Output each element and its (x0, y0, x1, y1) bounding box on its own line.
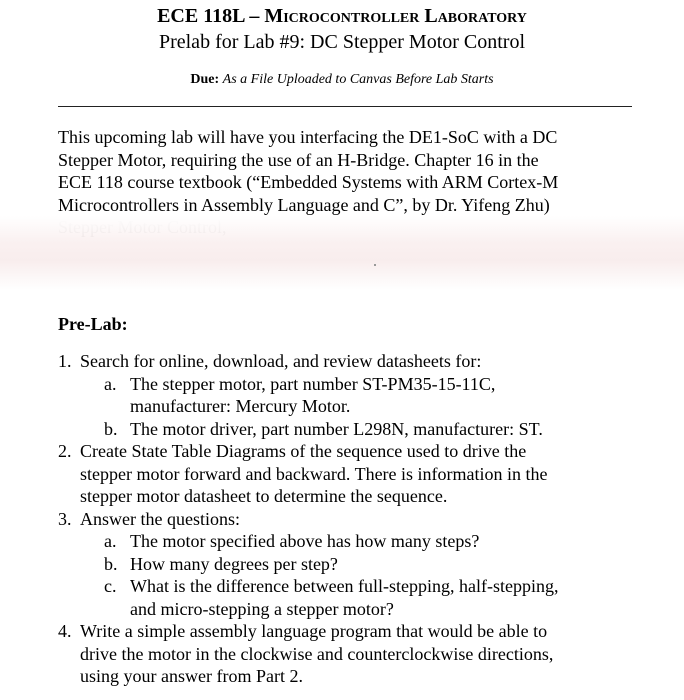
list-item (58, 508, 658, 621)
sub-item-text: The motor specified above has how many steps? (130, 531, 480, 551)
intro-line: Stepper Motor, requiring the use of an H-Bridge. Chapter 16 in the (58, 149, 539, 170)
prelab-list (58, 350, 658, 688)
item-text: Create State Table Diagrams of the sequence used to drive the (80, 441, 527, 461)
list-item (58, 620, 658, 688)
course-code: ECE 118L – (157, 5, 260, 27)
sub-item (80, 553, 658, 576)
item-text: Write a simple assembly language program that would be able to (80, 621, 548, 641)
sub-item-letter: c. (104, 576, 117, 596)
header-divider (58, 106, 632, 107)
sub-item (80, 418, 658, 441)
prelab-heading: Pre-Lab: (58, 314, 128, 334)
item-number: 2. (58, 441, 72, 461)
document-subtitle: Prelab for Lab #9: DC Stepper Motor Control (158, 31, 526, 53)
item-text: stepper motor forward and backward. There is information in the (80, 463, 548, 484)
intro-line: This upcoming lab will have you interfacing the DE1-SoC with a DC (58, 127, 558, 147)
sub-item-letter: a. (104, 531, 117, 551)
intro-line: ECE 118 course textbook (“Embedded Systems with ARM Cortex-M (58, 172, 559, 192)
sub-item-text: and micro-stepping a stepper motor? (130, 598, 394, 619)
item-number: 3. (58, 508, 72, 529)
item-text: drive the motor in the clockwise and counterclockwise directions, (80, 643, 554, 664)
sub-item-text: The stepper motor, part number ST-PM35-15-11C, (130, 373, 496, 394)
obscured-mark (374, 264, 376, 266)
sub-item-text: The motor driver, part number L298N, manufacturer: ST. (130, 418, 543, 439)
list-item (58, 440, 658, 508)
sub-item-letter: b. (104, 553, 118, 574)
sub-item-text: How many degrees per step? (130, 553, 338, 574)
document-title (0, 4, 684, 28)
item-number: 1. (58, 351, 72, 371)
sub-item (80, 575, 658, 620)
item-text: Search for online, download, and review datasheets for: (80, 351, 482, 371)
sub-item-text: What is the difference between full-stepping, half-stepping, (130, 576, 559, 596)
sub-item-letter: b. (104, 418, 118, 439)
sub-item (80, 530, 658, 553)
item-text: using your answer from Part 2. (80, 666, 303, 686)
sub-item-text: manufacturer: Mercury Motor. (130, 396, 351, 416)
obscured-region (0, 216, 684, 290)
due-label: Due: (190, 72, 220, 87)
sub-item (80, 373, 658, 418)
sub-item-letter: a. (104, 373, 117, 394)
intro-line: Microcontrollers in Assembly Language and C”, by Dr. Yifeng Zhu) (58, 194, 550, 215)
item-text: stepper motor datasheet to determine the sequence. (80, 486, 448, 506)
list-item (58, 350, 658, 440)
course-name: Microcontroller Laboratory (264, 5, 527, 27)
item-number: 4. (58, 621, 72, 641)
due-text: As a File Uploaded to Canvas Before Lab Starts (222, 72, 494, 87)
due-line (0, 71, 684, 89)
item-text: Answer the questions: (80, 508, 240, 529)
